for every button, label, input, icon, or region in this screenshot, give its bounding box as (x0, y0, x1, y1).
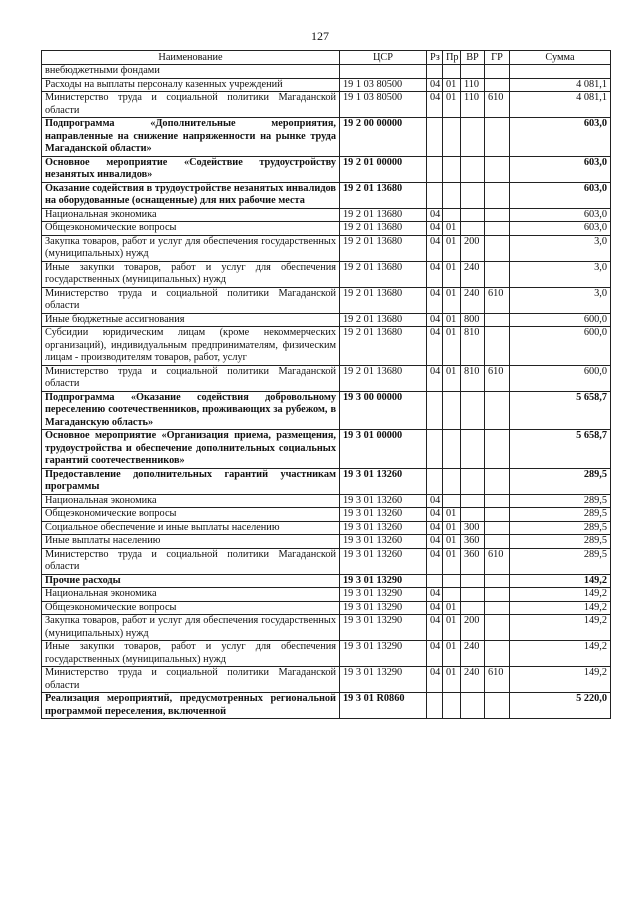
cell-vr: 240 (461, 641, 485, 667)
cell-sum: 149,2 (510, 601, 611, 615)
cell-vr: 200 (461, 235, 485, 261)
cell-vr (461, 588, 485, 602)
cell-rz: 04 (427, 222, 443, 236)
cell-gr (485, 521, 510, 535)
table-row (42, 430, 611, 469)
header-pr: Пр (443, 51, 461, 65)
cell-vr (461, 222, 485, 236)
cell-pr: 01 (443, 78, 461, 92)
cell-csr: 19 2 01 13680 (340, 327, 427, 366)
cell-name: Министерство труда и социальной политики Магаданской области (42, 548, 340, 574)
cell-gr (485, 235, 510, 261)
cell-name: Реализация мероприятий, предусмотренных региональной программой переселения, включенной (42, 693, 340, 719)
cell-csr: 19 1 03 80500 (340, 78, 427, 92)
header-sum: Сумма (510, 51, 611, 65)
table-row (42, 693, 611, 719)
cell-sum: 289,5 (510, 508, 611, 522)
cell-rz: 04 (427, 508, 443, 522)
cell-gr (485, 693, 510, 719)
cell-sum: 149,2 (510, 641, 611, 667)
cell-name: Иные закупки товаров, работ и услуг для обеспечения государственных (муниципальных) нужд (42, 641, 340, 667)
table-row (42, 65, 611, 79)
cell-pr (443, 156, 461, 182)
cell-gr (485, 574, 510, 588)
cell-csr: 19 3 01 R0860 (340, 693, 427, 719)
table-row (42, 313, 611, 327)
cell-sum: 3,0 (510, 235, 611, 261)
cell-pr: 01 (443, 535, 461, 549)
cell-pr: 01 (443, 508, 461, 522)
cell-vr (461, 118, 485, 157)
cell-csr: 19 2 00 00000 (340, 118, 427, 157)
cell-rz: 04 (427, 615, 443, 641)
cell-vr (461, 391, 485, 430)
cell-rz: 04 (427, 235, 443, 261)
table-row (42, 667, 611, 693)
cell-name: Общеэкономические вопросы (42, 508, 340, 522)
cell-rz: 04 (427, 327, 443, 366)
cell-name: внебюджетными фондами (42, 65, 340, 79)
cell-gr (485, 78, 510, 92)
table-row (42, 535, 611, 549)
cell-sum: 4 081,1 (510, 92, 611, 118)
budget-table (41, 50, 611, 719)
cell-sum: 289,5 (510, 468, 611, 494)
table-row (42, 574, 611, 588)
cell-name: Национальная экономика (42, 494, 340, 508)
cell-csr: 19 2 01 13680 (340, 235, 427, 261)
cell-rz: 04 (427, 365, 443, 391)
cell-pr (443, 494, 461, 508)
cell-vr: 240 (461, 261, 485, 287)
cell-sum: 603,0 (510, 222, 611, 236)
cell-rz: 04 (427, 548, 443, 574)
cell-name: Национальная экономика (42, 208, 340, 222)
cell-vr (461, 156, 485, 182)
cell-rz: 04 (427, 521, 443, 535)
cell-gr (485, 118, 510, 157)
cell-pr (443, 118, 461, 157)
cell-rz (427, 65, 443, 79)
cell-name: Национальная экономика (42, 588, 340, 602)
cell-csr (340, 65, 427, 79)
cell-rz: 04 (427, 641, 443, 667)
cell-pr: 01 (443, 92, 461, 118)
cell-sum: 603,0 (510, 156, 611, 182)
cell-sum: 149,2 (510, 615, 611, 641)
cell-vr: 810 (461, 327, 485, 366)
cell-csr: 19 2 01 13680 (340, 208, 427, 222)
cell-pr (443, 574, 461, 588)
cell-sum: 3,0 (510, 287, 611, 313)
cell-pr: 01 (443, 641, 461, 667)
cell-name: Основное мероприятие «Организация приема, размещения, трудоустройства и обеспечение дополнительных социальных гарантий соотечественников» (42, 430, 340, 469)
cell-sum: 289,5 (510, 535, 611, 549)
cell-name: Закупка товаров, работ и услуг для обеспечения государственных (муниципальных) нужд (42, 235, 340, 261)
cell-csr: 19 3 01 13290 (340, 588, 427, 602)
cell-vr: 110 (461, 78, 485, 92)
cell-gr: 610 (485, 548, 510, 574)
cell-vr (461, 508, 485, 522)
cell-pr (443, 391, 461, 430)
cell-vr (461, 182, 485, 208)
cell-pr (443, 208, 461, 222)
cell-pr: 01 (443, 313, 461, 327)
cell-rz (427, 574, 443, 588)
cell-rz: 04 (427, 667, 443, 693)
table-row (42, 222, 611, 236)
cell-rz: 04 (427, 287, 443, 313)
cell-rz: 04 (427, 261, 443, 287)
cell-name: Подпрограмма «Дополнительные мероприятия, направленные на снижение напряженности на рынке труда Магаданской области» (42, 118, 340, 157)
table-body (42, 65, 611, 719)
table-row (42, 641, 611, 667)
cell-name: Министерство труда и социальной политики Магаданской области (42, 287, 340, 313)
table-row (42, 468, 611, 494)
cell-gr (485, 615, 510, 641)
table-row (42, 365, 611, 391)
cell-sum: 600,0 (510, 313, 611, 327)
cell-rz: 04 (427, 494, 443, 508)
table-row (42, 235, 611, 261)
cell-sum: 600,0 (510, 327, 611, 366)
header-name: Наименование (42, 51, 340, 65)
cell-sum: 289,5 (510, 521, 611, 535)
cell-name: Иные закупки товаров, работ и услуг для обеспечения государственных (муниципальных) нужд (42, 261, 340, 287)
cell-pr (443, 182, 461, 208)
cell-vr: 810 (461, 365, 485, 391)
cell-pr: 01 (443, 615, 461, 641)
table-row (42, 327, 611, 366)
cell-pr: 01 (443, 365, 461, 391)
cell-csr: 19 3 01 13260 (340, 535, 427, 549)
cell-vr: 360 (461, 535, 485, 549)
cell-sum: 289,5 (510, 548, 611, 574)
cell-vr (461, 430, 485, 469)
cell-sum: 149,2 (510, 574, 611, 588)
cell-vr: 200 (461, 615, 485, 641)
cell-name: Оказание содействия в трудоустройстве незанятых инвалидов на оборудованные (оснащенные) для них рабочие места (42, 182, 340, 208)
cell-gr (485, 182, 510, 208)
cell-pr: 01 (443, 235, 461, 261)
cell-vr (461, 601, 485, 615)
cell-name: Основное мероприятие «Содействие трудоустройству незанятых инвалидов» (42, 156, 340, 182)
cell-vr (461, 574, 485, 588)
cell-rz (427, 182, 443, 208)
cell-gr (485, 156, 510, 182)
cell-vr: 240 (461, 667, 485, 693)
cell-pr: 01 (443, 548, 461, 574)
cell-rz (427, 118, 443, 157)
cell-csr: 19 2 01 13680 (340, 287, 427, 313)
cell-vr: 240 (461, 287, 485, 313)
cell-vr: 110 (461, 92, 485, 118)
cell-gr (485, 468, 510, 494)
cell-sum: 603,0 (510, 118, 611, 157)
cell-vr (461, 65, 485, 79)
cell-gr (485, 588, 510, 602)
cell-pr (443, 693, 461, 719)
table-row (42, 601, 611, 615)
header-vr: ВР (461, 51, 485, 65)
cell-gr (485, 208, 510, 222)
cell-sum: 3,0 (510, 261, 611, 287)
cell-csr: 19 2 01 13680 (340, 313, 427, 327)
cell-name: Закупка товаров, работ и услуг для обеспечения государственных (муниципальных) нужд (42, 615, 340, 641)
cell-sum: 603,0 (510, 182, 611, 208)
cell-pr (443, 588, 461, 602)
cell-sum: 149,2 (510, 667, 611, 693)
cell-gr: 610 (485, 287, 510, 313)
table-row (42, 92, 611, 118)
cell-csr: 19 3 01 13260 (340, 521, 427, 535)
cell-rz (427, 391, 443, 430)
cell-name: Министерство труда и социальной политики Магаданской области (42, 92, 340, 118)
table-row (42, 208, 611, 222)
cell-pr: 01 (443, 222, 461, 236)
cell-gr (485, 494, 510, 508)
cell-pr: 01 (443, 601, 461, 615)
table-row (42, 182, 611, 208)
table-row (42, 287, 611, 313)
cell-gr (485, 641, 510, 667)
cell-sum: 149,2 (510, 588, 611, 602)
cell-pr (443, 65, 461, 79)
cell-gr (485, 508, 510, 522)
cell-sum: 5 658,7 (510, 430, 611, 469)
cell-sum: 5 220,0 (510, 693, 611, 719)
cell-sum: 289,5 (510, 494, 611, 508)
cell-pr: 01 (443, 327, 461, 366)
table-row (42, 78, 611, 92)
cell-name: Общеэкономические вопросы (42, 601, 340, 615)
cell-vr (461, 693, 485, 719)
cell-vr (461, 468, 485, 494)
cell-name: Министерство труда и социальной политики Магаданской области (42, 667, 340, 693)
cell-gr (485, 65, 510, 79)
table-row (42, 521, 611, 535)
header-rz: Рз (427, 51, 443, 65)
table-row (42, 118, 611, 157)
cell-csr: 19 3 01 13260 (340, 548, 427, 574)
cell-csr: 19 3 00 00000 (340, 391, 427, 430)
cell-csr: 19 1 03 80500 (340, 92, 427, 118)
cell-csr: 19 2 01 00000 (340, 156, 427, 182)
cell-csr: 19 2 01 13680 (340, 365, 427, 391)
cell-vr: 300 (461, 521, 485, 535)
cell-vr: 360 (461, 548, 485, 574)
cell-rz: 04 (427, 535, 443, 549)
cell-rz: 04 (427, 601, 443, 615)
cell-rz: 04 (427, 78, 443, 92)
cell-csr: 19 3 01 13290 (340, 601, 427, 615)
cell-csr: 19 3 01 13290 (340, 574, 427, 588)
cell-pr: 01 (443, 261, 461, 287)
table-row (42, 508, 611, 522)
cell-name: Расходы на выплаты персоналу казенных учреждений (42, 78, 340, 92)
cell-name: Подпрограмма «Оказание содействия добровольному переселению соотечественников, проживающих за рубежом, в Магаданскую область» (42, 391, 340, 430)
cell-rz: 04 (427, 92, 443, 118)
table-row (42, 391, 611, 430)
cell-pr: 01 (443, 521, 461, 535)
cell-rz (427, 156, 443, 182)
table-header-row (42, 51, 611, 65)
table-row (42, 548, 611, 574)
cell-rz (427, 693, 443, 719)
cell-rz: 04 (427, 208, 443, 222)
cell-sum: 5 658,7 (510, 391, 611, 430)
table-row (42, 156, 611, 182)
cell-csr: 19 3 01 13290 (340, 641, 427, 667)
cell-csr: 19 3 01 13290 (340, 615, 427, 641)
cell-pr (443, 430, 461, 469)
cell-pr: 01 (443, 667, 461, 693)
page-number: 127 (311, 29, 329, 43)
cell-name: Иные бюджетные ассигнования (42, 313, 340, 327)
cell-gr: 610 (485, 365, 510, 391)
cell-name: Прочие расходы (42, 574, 340, 588)
cell-gr (485, 391, 510, 430)
cell-name: Министерство труда и социальной политики Магаданской области (42, 365, 340, 391)
cell-sum: 600,0 (510, 365, 611, 391)
cell-csr: 19 2 01 13680 (340, 222, 427, 236)
cell-name: Социальное обеспечение и иные выплаты населению (42, 521, 340, 535)
cell-sum (510, 65, 611, 79)
cell-gr (485, 601, 510, 615)
cell-csr: 19 3 01 13290 (340, 667, 427, 693)
table-row (42, 494, 611, 508)
table-row (42, 261, 611, 287)
cell-name: Иные выплаты населению (42, 535, 340, 549)
cell-gr (485, 313, 510, 327)
header-csr: ЦСР (340, 51, 427, 65)
cell-csr: 19 3 01 13260 (340, 508, 427, 522)
cell-csr: 19 2 01 13680 (340, 182, 427, 208)
cell-rz (427, 430, 443, 469)
cell-csr: 19 3 01 13260 (340, 494, 427, 508)
cell-csr: 19 3 01 00000 (340, 430, 427, 469)
cell-pr (443, 468, 461, 494)
cell-gr (485, 535, 510, 549)
cell-pr: 01 (443, 287, 461, 313)
cell-rz: 04 (427, 588, 443, 602)
table-row (42, 615, 611, 641)
cell-gr (485, 430, 510, 469)
cell-name: Предоставление дополнительных гарантий участникам программы (42, 468, 340, 494)
cell-gr: 610 (485, 92, 510, 118)
cell-gr (485, 222, 510, 236)
cell-rz: 04 (427, 313, 443, 327)
cell-csr: 19 2 01 13680 (340, 261, 427, 287)
cell-sum: 603,0 (510, 208, 611, 222)
cell-vr: 800 (461, 313, 485, 327)
cell-name: Общеэкономические вопросы (42, 222, 340, 236)
cell-vr (461, 208, 485, 222)
cell-rz (427, 468, 443, 494)
cell-csr: 19 3 01 13260 (340, 468, 427, 494)
table-row (42, 588, 611, 602)
cell-gr (485, 261, 510, 287)
cell-gr (485, 327, 510, 366)
cell-name: Субсидии юридическим лицам (кроме некоммерческих организаций), индивидуальным предпринимателям, физическим лицам - производителям товаров, работ, услуг (42, 327, 340, 366)
header-gr: ГР (485, 51, 510, 65)
cell-gr: 610 (485, 667, 510, 693)
cell-sum: 4 081,1 (510, 78, 611, 92)
cell-vr (461, 494, 485, 508)
